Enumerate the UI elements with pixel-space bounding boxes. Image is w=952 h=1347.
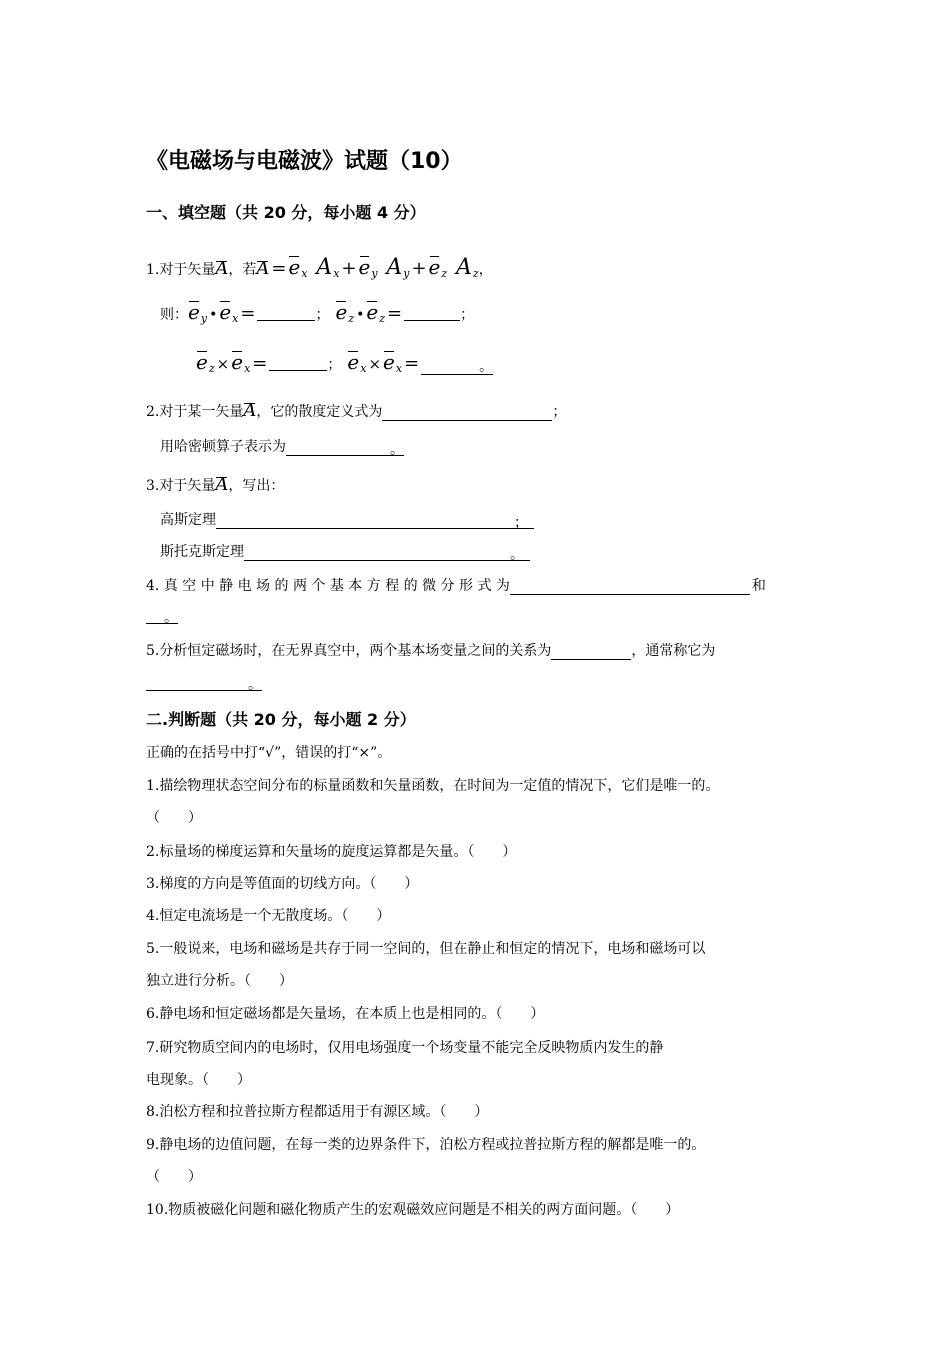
answer-blank-hamilton-operator[interactable] — [286, 439, 404, 456]
question-4-line-2 — [146, 607, 178, 624]
unit-vector-ex: e — [383, 350, 395, 374]
question-4-line-1 — [146, 575, 766, 595]
q1-then: 则： — [160, 307, 188, 323]
subscript-x: x — [232, 312, 239, 325]
plus-sign: + — [341, 258, 357, 279]
q5-text: 5.分析恒定磁场时，在无界真空中，两个基本场变量之间的关系为 — [146, 643, 552, 659]
dot-operator: • — [209, 307, 218, 323]
q5-end: 。 — [248, 677, 262, 693]
page-title: 《电磁场与电磁波》试题（10） — [146, 149, 463, 174]
tf-item-6: 6.静电场和恒定磁场都是矢量场，在本质上也是相同的。（ ） — [146, 1006, 545, 1022]
tf-item-7-line-2: 电现象。（ ） — [146, 1072, 251, 1088]
answer-blank-stokes-theorem[interactable] — [244, 544, 530, 561]
question-1-line-2 — [160, 300, 474, 325]
subscript-z: z — [472, 267, 479, 280]
answer-blank-ey-dot-ex[interactable] — [257, 302, 315, 321]
gauss-theorem-label: 高斯定理 — [160, 512, 216, 528]
q1-prefix: 1.对于矢量 — [146, 262, 216, 278]
component-A: A — [316, 255, 333, 280]
tf-item-9-line-1: 9.静电场的边值问题，在每一类的边界条件下，泊松方程或拉普拉斯方程的解都是唯一的。 — [146, 1137, 706, 1153]
question-5-line-1 — [146, 640, 715, 660]
semicolon: ； — [315, 307, 330, 323]
tf-item-3: 3.梯度的方向是等值面的切线方向。（ ） — [146, 876, 419, 892]
unit-vector-ez: e — [366, 300, 379, 324]
subscript-x: x — [301, 267, 308, 280]
q2-prefix: 2.对于某一矢量 — [146, 404, 244, 420]
q2-end-1: ； — [552, 404, 567, 420]
subscript-x: x — [360, 362, 367, 375]
component-A: A — [455, 255, 472, 280]
cross-operator: × — [216, 355, 230, 373]
subscript-y: y — [200, 312, 208, 325]
answer-blank-field-relation[interactable] — [551, 643, 631, 660]
true-false-instruction: 正确的在括号中打“√”，错误的打“×”。 — [146, 745, 392, 761]
subscript-z: z — [441, 267, 448, 280]
vector-A-symbol: A — [215, 258, 229, 279]
tf-item-1-line-1: 1.描绘物理状态空间分布的标量函数和矢量函数，在时间为一定值的情况下，它们是唯一的。 — [146, 778, 720, 794]
answer-blank-ez-dot-ez[interactable] — [404, 302, 460, 321]
semicolon: ； — [460, 307, 475, 323]
subscript-z: z — [348, 312, 355, 325]
question-5-line-2 — [146, 674, 262, 691]
tf-item-5-line-2: 独立进行分析。（ ） — [146, 973, 293, 989]
answer-blank-electrostatic-equation-1[interactable] — [510, 578, 750, 595]
subscript-x: x — [333, 267, 340, 280]
subscript-y: y — [371, 267, 378, 280]
equals-sign: = — [252, 353, 268, 374]
subscript-z: z — [379, 312, 386, 325]
unit-vector-ex: e — [288, 255, 301, 279]
question-3-line-1 — [146, 474, 284, 495]
stokes-theorem-label: 斯托克斯定理 — [160, 544, 244, 560]
tf-item-4: 4.恒定电流场是一个无散度场。（ ） — [146, 908, 391, 924]
q3-gauss-end: ； — [514, 515, 528, 531]
q4-text: 4. 真 空 中 静 电 场 的 两 个 基 本 方 程 的 微 分 形 式 为 — [146, 578, 510, 594]
tf-item-9-answer-brackets[interactable]: （ ） — [146, 1169, 202, 1185]
answer-blank-divergence-definition[interactable] — [382, 404, 552, 421]
unit-vector-ey: e — [188, 300, 200, 324]
vector-A-symbol: A — [256, 258, 270, 279]
answer-blank-electrostatic-equation-2[interactable] — [146, 607, 178, 624]
question-1-line-3 — [196, 350, 493, 375]
vector-A-symbol: A — [215, 474, 229, 495]
unit-vector-ez: e — [428, 255, 441, 279]
comma: ， — [478, 262, 493, 278]
q3-text: ，写出： — [228, 478, 285, 494]
answer-blank-ez-cross-ex[interactable] — [269, 352, 327, 371]
q3-prefix: 3.对于矢量 — [146, 478, 216, 494]
question-3-stokes — [160, 541, 530, 561]
q1-ruo: ，若 — [228, 262, 257, 278]
period: 。 — [479, 359, 494, 375]
equals-sign: = — [387, 303, 403, 324]
subscript-x: x — [395, 362, 403, 375]
subscript-z: z — [208, 362, 215, 375]
unit-vector-ez: e — [335, 300, 348, 324]
question-2-line-2 — [160, 436, 404, 456]
unit-vector-ex: e — [231, 350, 244, 374]
q2-line-2-text: 用哈密顿算子表示为 — [160, 439, 286, 455]
tf-item-8: 8.泊松方程和拉普拉斯方程都适用于有源区域。（ ） — [146, 1104, 489, 1120]
plus-sign: + — [411, 258, 427, 279]
dot-operator: • — [356, 307, 365, 323]
answer-blank-relation-name[interactable] — [146, 674, 262, 691]
question-2-line-1 — [146, 400, 566, 421]
cross-operator: × — [368, 355, 382, 373]
tf-item-1-answer-brackets[interactable]: （ ） — [146, 810, 202, 826]
q4-and: 和 — [751, 578, 766, 594]
section-true-false-heading: 二.判断题（共 20 分，每小题 2 分） — [146, 710, 416, 729]
tf-item-5-line-1: 5.一般说来，电场和磁场是共存于同一空间的，但在静止和恒定的情况下，电场和磁场可以 — [146, 941, 706, 957]
unit-vector-ex: e — [219, 300, 232, 324]
tf-item-7-line-1: 7.研究物质空间内的电场时，仅用电场强度一个场变量不能完全反映物质内发生的静 — [146, 1040, 664, 1056]
equals-sign: = — [240, 303, 256, 324]
tf-item-10: 10.物质被磁化问题和磁化物质产生的宏观磁效应问题是不相关的两方面问题。（ ） — [146, 1202, 680, 1218]
unit-vector-ez: e — [196, 350, 208, 374]
q4-end: 。 — [164, 610, 178, 626]
unit-vector-ey: e — [358, 255, 371, 279]
subscript-y: y — [403, 267, 410, 280]
semicolon: ； — [327, 357, 342, 373]
component-A: A — [386, 255, 403, 280]
vector-A-symbol: A — [243, 400, 257, 421]
q2-end-2: 。 — [390, 442, 404, 458]
section-fill-in-heading: 一、填空题（共 20 分，每小题 4 分） — [146, 203, 426, 222]
answer-blank-gauss-theorem[interactable] — [216, 512, 534, 529]
question-1-line-1 — [146, 255, 493, 280]
equals-sign: = — [271, 258, 287, 279]
subscript-x: x — [244, 362, 251, 375]
answer-blank-ex-cross-ex[interactable] — [421, 356, 493, 375]
tf-item-2: 2.标量场的梯度运算和矢量场的旋度运算都是矢量。（ ） — [146, 844, 517, 860]
question-3-gauss — [160, 509, 534, 529]
equals-sign: = — [404, 353, 420, 374]
q3-stokes-end: 。 — [510, 547, 524, 563]
q5-mid: ，通常称它为 — [631, 643, 716, 659]
q2-text: ，它的散度定义式为 — [256, 404, 383, 420]
unit-vector-ex: e — [347, 350, 360, 374]
